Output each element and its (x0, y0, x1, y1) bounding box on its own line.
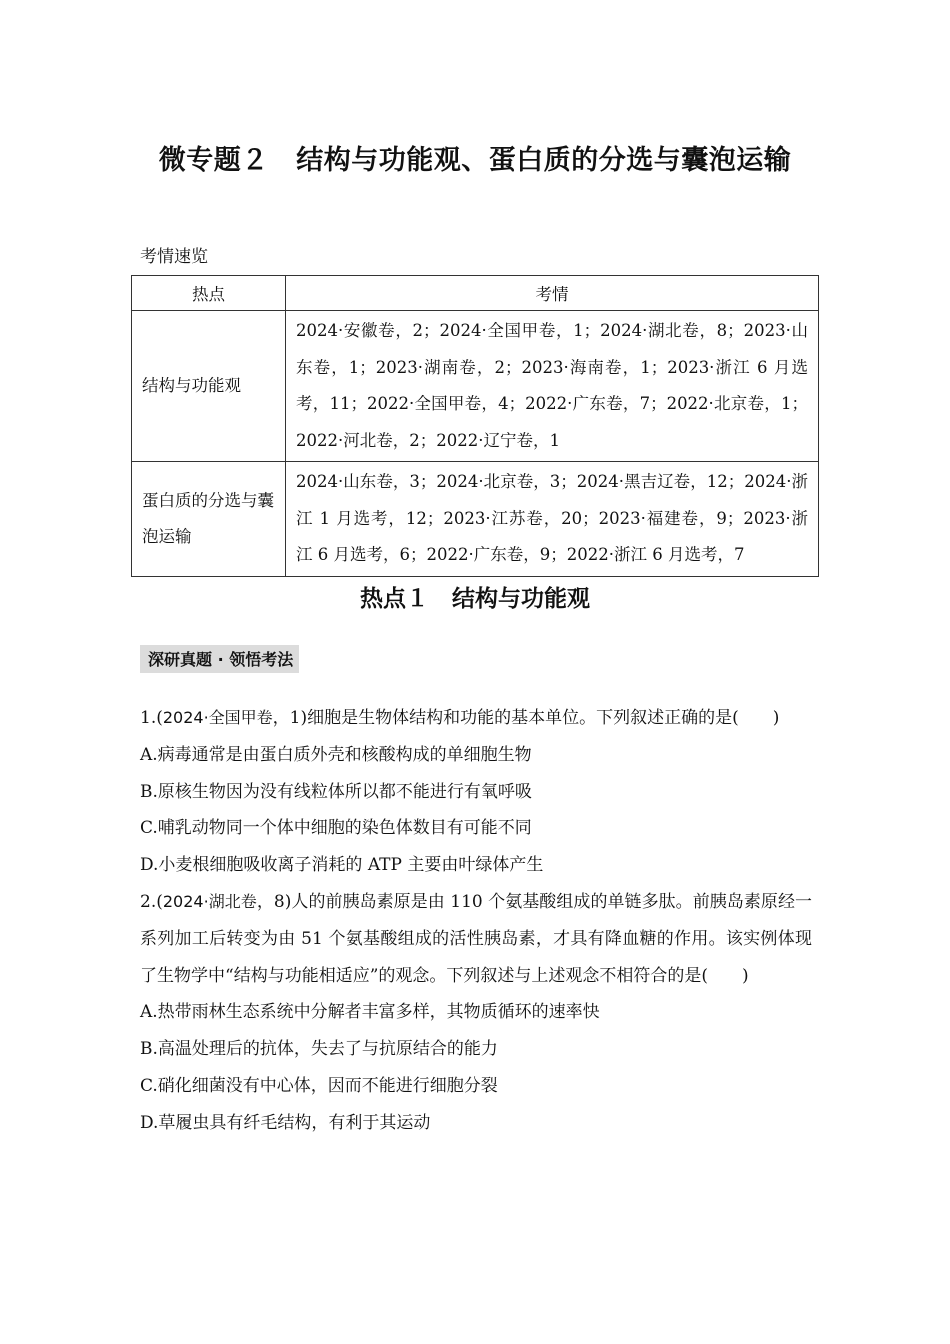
exam-overview-table (131, 275, 819, 577)
option-a: A.病毒通常是由蛋白质外壳和核酸构成的单细胞生物 (140, 744, 532, 765)
hotspot-cell: 结构与功能观 (132, 311, 286, 462)
question-number: 1.( (140, 708, 163, 728)
hotspot-cell: 蛋白质的分选与囊泡运输 (132, 462, 286, 577)
option-a: A.热带雨林生态系统中分解者丰富多样，其物质循环的速率快 (140, 1002, 600, 1023)
overview-label: 考情速览 (140, 247, 208, 267)
question-source: 2024·全国甲卷 (162, 708, 273, 727)
header-exam-info: 考情 (286, 276, 819, 311)
option-c: C.硝化细菌没有中心体，因而不能进行细胞分裂 (140, 1075, 498, 1096)
option-b: B.原核生物因为没有线粒体所以都不能进行有氧呼吸 (140, 781, 532, 802)
exam-detail-cell: 2024·山东卷，3；2024·北京卷，3；2024·黑吉辽卷，12；2024·浙江 1 月选考，12；2023·江苏卷，20；2023·福建卷，9；2023·浙江 6 月选考，6；2022·广东卷，9；2022·浙江 6 月选考，7 (286, 462, 819, 577)
exam-detail-cell: 2024·安徽卷，2；2024·全国甲卷，1；2024·湖北卷，8；2023·山东卷，1；2023·湖南卷，2；2023·海南卷，1；2023·浙江 6 月选考，11；2022·全国甲卷，4；2022·广东卷，7；2022·北京卷，1；2022·河北卷，2；2022·辽宁卷，1 (286, 311, 819, 462)
question-number: 2.( (140, 891, 163, 912)
question-text: ，1)细胞是生物体结构和功能的基本单位。下列叙述正确的是( ) (272, 708, 780, 728)
question-text: ，8)人的前胰岛素原是由 110 个氨基酸组成的单链多肽。前胰岛素原经一系列加工后转变为由 51 个氨基酸组成的活性胰岛素，才具有降血糖的作用。该实例体现了生物学中“结构与功能相适应”的观念。下列叙述与上述观念不相符合的是( ) (140, 891, 813, 986)
question-stem (140, 884, 812, 994)
page-title: 微专题２ 结构与功能观、蛋白质的分选与囊泡运输 (158, 145, 792, 176)
question-stem (140, 700, 812, 737)
table-row (132, 311, 819, 462)
option-d: D.草履虫具有纤毛结构，有利于其运动 (140, 1112, 431, 1133)
table-header-row (132, 276, 819, 311)
section-heading: 热点１ 结构与功能观 (360, 586, 590, 612)
header-hotspot: 热点 (132, 276, 286, 311)
question-source: 2024·湖北卷 (162, 891, 257, 911)
option-d: D.小麦根细胞吸收离子消耗的 ATP 主要由叶绿体产生 (140, 855, 544, 876)
option-c: C.哺乳动物同一个体中细胞的染色体数目有可能不同 (140, 818, 532, 839)
option-b: B.高温处理后的抗体，失去了与抗原结合的能力 (140, 1039, 498, 1060)
section-tag: 深研真题 · 领悟考法 (140, 645, 299, 673)
question-list (140, 700, 812, 1142)
table-row (132, 462, 819, 577)
